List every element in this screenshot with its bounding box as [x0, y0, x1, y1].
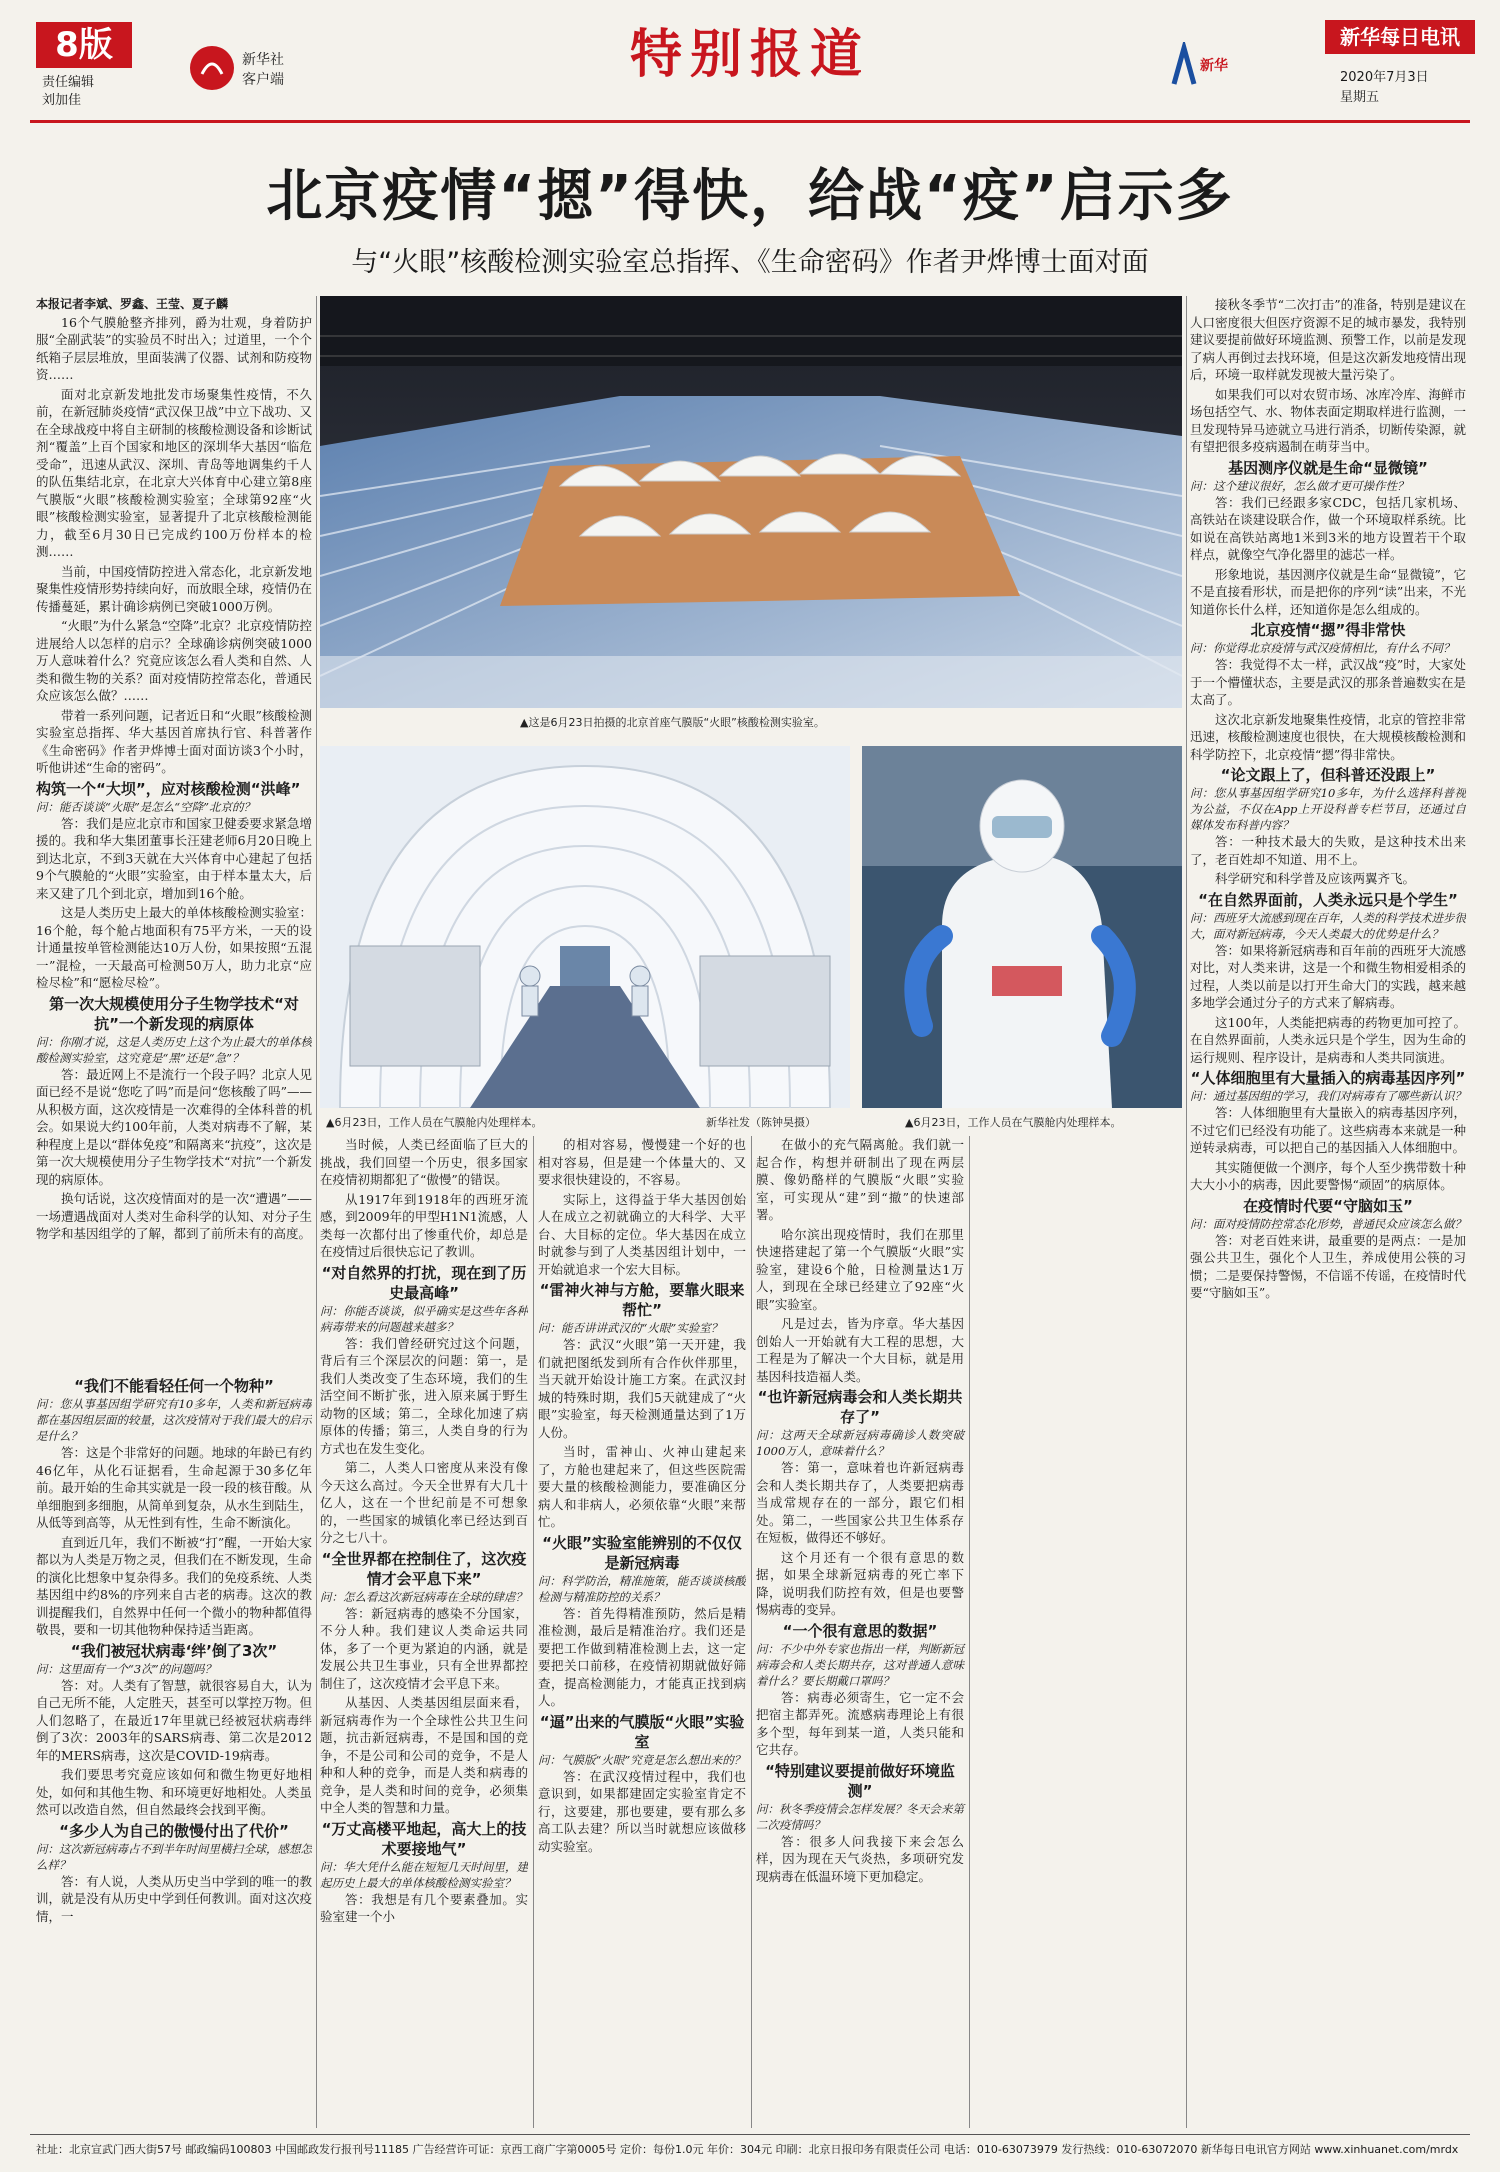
photo-caption: ▲这是6月23日拍摄的北京首座气膜版“火眼”核酸检测实验室。	[520, 716, 825, 729]
paragraph: 直到近几年，我们不断被“打”醒，一开始大家都以为人类是万物之灵，但我们在不断发现，生命的演化比想象中复杂得多。我们的免疫系统、人类基因组中约8%的序列来自古老的病毒。这次的教训提醒我们，自然界中任何一个微小的物种都值得敬畏，要和一切其他物种保持适当距离。	[36, 1534, 312, 1637]
subhead: “万丈高楼平地起，高大上的技术要接地气”	[321, 1819, 527, 1858]
column-rule	[533, 1136, 534, 2128]
section-title: 特别报道	[629, 24, 870, 85]
subhead: 构筑一个“大坝”，应对核酸检测“洪峰”	[36, 779, 301, 798]
paragraph: 带着一系列问题，记者近日和“火眼”核酸检测实验室总指挥、华大基因首席执行官、科普著作《生命密码》作者尹烨博士面对面访谈3个小时，听他讲述“生命的密码”。	[36, 707, 312, 775]
question: 问：这里面有一个“3次”的问题吗？	[36, 1661, 217, 1676]
paragraph: 哈尔滨出现疫情时，我们在那里快速搭建起了第一个气膜版“火眼”实验室，建设6个舱，日检测量达1万人，到现在全球已经建立了92座“火眼”实验室。	[756, 1226, 964, 1312]
question: 问：华大凭什么能在短短几天时间里，建起历史上最大的单体核酸检测实验室？	[320, 1859, 528, 1890]
subhead: “我们被冠状病毒‘绊’倒了3次”	[70, 1641, 278, 1660]
paragraph: 第二，人类人口密度从来没有像今天这么高过。今天全世界有大几十亿人，这在一个世纪前是不可想象的，一些国家的城镇化率已经达到百分之七八十。	[320, 1460, 528, 1545]
question: 问：气膜版“火眼”究竟是怎么想出来的？	[538, 1752, 746, 1767]
paragraph: 答：我想是有几个要素叠加。实验室建一个小	[320, 1891, 528, 1924]
question: 问：这两天全球新冠病毒确诊人数突破1000万人，意味着什么？	[756, 1428, 964, 1458]
subhead: “对自然界的打扰，现在到了历史最高峰”	[321, 1263, 527, 1302]
paragraph: 答：很多人问我接下来会怎么样，因为现在天气炎热，多项研究发现病毒在低温环境下更加稳定。	[756, 1833, 964, 1884]
photo-credit: 新华社发（陈钟昊摄）	[706, 1116, 816, 1129]
paragraph: 答：对老百姓来讲，最重要的是两点：一是加强公共卫生，强化个人卫生，养成使用公筷的习惯；二是要保持警惕，不信谣不传谣，在疫情时代要“守脑如玉”。	[1190, 1232, 1466, 1300]
paragraph: 当时候，人类已经面临了巨大的挑战，我们回望一个历史，很多国家在疫情初期都犯了“傲慢”的错误。	[320, 1137, 528, 1187]
column-6	[1190, 296, 1466, 2128]
paragraph: 答：新冠病毒的感染不分国家，不分人种。我们建议人类命运共同体，多了一个更为紧迫的内涵，就是发展公共卫生事业，只有全世界都控制住了，这次疫情才会平息下来。	[320, 1605, 528, 1691]
paragraph: 16个气膜舱整齐排列，爵为壮观，身着防护服“全副武装”的实验员不时出入；过道里，一个个纸箱子层层堆放，里面装满了仪器、试剂和防疫物资……	[36, 314, 312, 382]
subhead: “逼”出来的气膜版“火眼”实验室	[539, 1712, 745, 1751]
question: 问：你刚才说，这是人类历史上这个为止最大的单体核酸检测实验室，这究竟是“黑”还是“急”？	[36, 1034, 312, 1065]
paragraph: 换句话说，这次疫情面对的是一次“遭遇”——一场遭遇战面对人类对生命科学的认知、对分子生物学和基因组学的了解，都到了前所未有的高度。	[36, 1191, 312, 1241]
subhead: “多少人为自己的傲慢付出了代价”	[59, 1821, 289, 1840]
paragraph: 凡是过去，皆为序章。华大基因创始人一开始就有大工程的思想，大工程是为了解决一个大目标，就是用基因科技造福人类。	[756, 1316, 964, 1384]
paragraph: 答：对。人类有了智慧，就很容易自大，认为自己无所不能，人定胜天，甚至可以掌控万物。但人们忽略了，在最近17年里就已经被冠状病毒绊倒了3次：2003年的SARS病毒、第二次是2012年的MERS病毒，这次是COVID-19病毒。	[36, 1677, 312, 1763]
column-3	[320, 1136, 528, 2128]
subhead: “在自然界面前，人类永远只是个学生”	[1198, 890, 1458, 909]
paragraph: 这次北京新发地聚集性疫情，北京的管控非常迅速，核酸检测速度也很快，在大规模核酸检测和科学防控下，北京疫情“摁”得非常快。	[1190, 711, 1466, 762]
column-rule	[316, 296, 317, 2128]
news-logo-icon	[1170, 42, 1240, 90]
column-4	[538, 1136, 746, 2128]
paragraph: 答：如果将新冠病毒和百年前的西班牙大流感对比，对人类来讲，这是一个和微生物相爱相杀的过程，人类以前是以打开生命大门的实践，越来越多地学会通过分子的方式来了解病毒。	[1190, 942, 1466, 1010]
question: 问：西班牙大流感到现在百年，人类的科学技术进步很大，面对新冠病毒，今天人类最大的优势是什么？	[1190, 910, 1466, 941]
paragraph: 答：这是个非常好的问题。地球的年龄已有约46亿年，从化石证据看，生命起源于30多亿年前。最开始的生命其实就是一段一段的核苷酸。从单细胞到多细胞，从简单到复杂，从水生到陆生，从低等到高等，从无性到有性，生命不断演化。	[36, 1445, 312, 1530]
question: 问：你能否谈谈，似乎确实是这些年各种病毒带来的问题越来越多？	[320, 1303, 528, 1334]
paragraph: 当前，中国疫情防控进入常态化，北京新发地聚集性疫情形势持续向好，而放眼全球，疫情仍在传播蔓延，累计确诊病例已突破1000万例。	[36, 563, 312, 614]
column-1	[36, 296, 312, 1366]
paragraph: 答：第一，意味着也许新冠病毒会和人类长期共存了，人类要把病毒当成常规存在的一部分，跟它们相处。第二，一些国家公共卫生体系存在短板，做得还不够好。	[756, 1460, 964, 1545]
column-rule	[1186, 296, 1187, 2128]
photo-caption: ▲6月23日，工作人员在气膜舱内处理样本。	[326, 1116, 543, 1129]
paragraph: 形象地说，基因测序仪就是生命“显微镜”，它不是直接看形状，而是把你的序列“读”出来，不光知道你长什么样，还知道你是怎么组成的。	[1190, 566, 1466, 617]
paragraph: 我们要思考究竟应该如何和微生物更好地相处，如何和其他生物、和环境更好地相处。人类虽然可以改造自然，但自然最终会找到平衡。	[36, 1767, 312, 1817]
subhead: “全世界都在控制住了，这次疫情才会平息下来”	[321, 1549, 527, 1588]
paragraph: 答：一种技术最大的失败，是这种技术出来了，老百姓却不知道、用不上。	[1190, 834, 1466, 867]
footer-info: 社址：北京宣武门西大街57号 邮政编码100803 中国邮政发行报刊号11185 广告经营许可证：京西工商广字第0005号 定价：每份1.0元 年价：304元 印刷：北京日报印务有限责任公司 电话：010-63073979 发行热线：010-63072070 新华每日电讯官方网站 www.xinhuanet.com/mrdx	[36, 2143, 1459, 2156]
paragraph: 当时，雷神山、火神山建起来了，方舱也建起来了，但这些医院需要大量的核酸检测能力，要准确区分病人和非病人，必须依靠“火眼”来帮忙。	[538, 1444, 746, 1529]
column-rule	[969, 1136, 970, 2128]
question: 问：这次新冠病毒占不到半年时间里横扫全球，感想怎么样？	[36, 1841, 312, 1872]
question: 问：能否谈谈“火眼”是怎么“空降”北京的？	[36, 799, 256, 814]
paragraph: 其实随便做一个测序，每个人至少携带数十种大大小小的病毒，因此要警惕“顽固”的病原体。	[1190, 1159, 1466, 1192]
logo-right-text: 新华	[1200, 57, 1228, 73]
paragraph: 答：我们是应北京市和国家卫健委要求紧急增援的。我和华大集团董事长汪建老师6月20日晚上到达北京，不到3天就在大兴体育中心建起了包括9个气膜舱的“火眼”实验室，由于样本量太大，后来又建了几个到北京，增加到16个舱。	[36, 815, 312, 901]
paragraph: 接秋冬季节“二次打击”的准备，特别是建议在人口密度很大但医疗资源不足的城市暴发，我特别建议要提前做好环境监测、预警工作，以前是发现了病人再倒过去找环境，但是这次新发地疫情出现后，环境一取样就发现被大量污染了。	[1190, 297, 1466, 382]
subhead: 在疫情时代要“守脑如玉”	[1243, 1196, 1413, 1215]
subhead: “论文跟上了，但科普还没跟上”	[1220, 766, 1436, 784]
subhead: “人体细胞里有大量插入的病毒基因序列”	[1190, 1069, 1466, 1087]
subhead: 北京疫情“摁”得非常快	[1250, 621, 1406, 639]
subhead: “我们不能看轻任何一个物种”	[74, 1377, 274, 1395]
xinhua-app-logo-icon	[190, 46, 234, 90]
paragraph: 答：我们已经跟多家CDC，包括几家机场、高铁站在谈建设联合作，做一个环境取样系统。比如说在高铁站离地1米到3米的地方设置若干个取样点，就像空气净化器里的滤芯一样。	[1190, 494, 1466, 562]
question: 问：您从事基因组学研究有10多年，人类和新冠病毒都在基因组层面的较量，这次疫情对于我们最大的启示是什么？	[36, 1397, 312, 1443]
subhead: “一个很有意思的数据”	[782, 1621, 938, 1640]
question: 问：这个建议很好，怎么做才更可操作性？	[1190, 478, 1409, 493]
subhead: “特别建议要提前做好环境监测”	[765, 1761, 955, 1800]
paragraph: 这是人类历史上最大的单体核酸检测实验室：16个舱，每个舱占地面积有75平方米，一天的设计通量按单管检测能达10万人份，如果按照“五混一”混检，一天最高可检测50万人，助力北京“应检尽检”和“愿检尽检”。	[36, 905, 312, 990]
paragraph: 答：最近网上不是流行一个段子吗？北京人见面已经不是说“您吃了吗”而是问“您核酸了吗”——从积极方面，这次疫情是一次难得的全体科普的机会。如果说大约100年前，人类对病毒不了解，某种程度上是以“群体免疫”和隔离来“抗疫”，这次是第一次大规模使用分子生物学技术“对抗”一个新发现的病原体。	[36, 1066, 312, 1187]
question: 问：能否讲讲武汉的“火眼”实验室？	[538, 1321, 723, 1335]
xinhua-app-label	[242, 50, 284, 90]
paragraph: 答：武汉“火眼”第一天开建，我们就把图纸发到所有合作伙伴那里，当天就开始设计施工方案。在武汉封城的特殊时期，我们5天就建成了“火眼”实验室，每天检测通量达到了1万人份。	[538, 1337, 746, 1440]
header-divider	[30, 120, 1470, 123]
paragraph: 这个月还有一个很有意思的数据，如果全球新冠病毒的死亡率下降，说明我们防控有效，但是也要警惕病毒的变异。	[756, 1549, 964, 1617]
paragraph: 实际上，这得益于华大基因创始人在成立之初就确立的大科学、大平台、大目标的定位。华大基因在成立时就参与到了人类基因组计划中，一开始就追求一个宏大目标。	[538, 1191, 746, 1277]
paragraph: 在做小的充气隔离舱。我们就一起合作，构想并研制出了现在两层膜、像奶酪样的气膜版“火眼”实验室，可实现从“建”到“撤”的快速部署。	[756, 1137, 964, 1222]
app-sub: 客户端	[242, 72, 284, 88]
issue-date	[1340, 68, 1429, 108]
footer-divider	[30, 2134, 1470, 2135]
subhead: 第一次大规模使用分子生物学技术“对抗”一个新发现的病原体	[49, 994, 299, 1033]
app-name: 新华社	[242, 52, 284, 68]
date-text: 2020年7月3日	[1340, 70, 1429, 85]
paragraph: 从1917年到1918年的西班牙流感，到2009年的甲型H1N1流感，人类每一次都付出了惨重代价，却总是在疫情过后很快忘记了教训。	[320, 1191, 528, 1259]
photo-arena-lab	[320, 296, 1182, 708]
column-2	[36, 1376, 312, 2128]
question: 问：秋冬季疫情会怎样发展？冬天会来第二次疫情吗？	[756, 1801, 964, 1832]
subhead: “火眼”实验室能辨别的不仅仅是新冠病毒	[542, 1533, 742, 1572]
question: 问：科学防治，精准施策，能否谈谈核酸检测与精准防控的关系？	[538, 1573, 746, 1604]
subhead: 基因测序仪就是生命“显微镜”	[1228, 458, 1428, 477]
paragraph: 答：有人说，人类从历史当中学到的唯一的教训，就是没有从历史中学到任何教训。面对这次疫情，一	[36, 1873, 312, 1924]
photo-lab-worker	[862, 746, 1182, 1108]
paragraph: 答：我觉得不太一样，武汉战“疫”时，大家处于一个懵懂状态，主要是武汉的那条普遍数实在是太高了。	[1190, 657, 1466, 707]
headline: 北京疫情“摁”得快，给战“疫”启示多	[266, 164, 1234, 229]
page-number-badge: 8版	[36, 22, 132, 68]
editor-title: 责任编辑	[42, 75, 95, 90]
question: 问：通过基因组的学习，我们对病毒有了哪些新认识？	[1190, 1089, 1466, 1103]
question: 问：你觉得北京疫情与武汉疫情相比，有什么不同？	[1190, 641, 1455, 655]
column-5-left	[756, 1136, 964, 1887]
photo-caption: ▲6月23日，工作人员在气膜舱内处理样本。	[905, 1116, 1122, 1129]
paragraph: 科学研究和科学普及应该两翼齐飞。	[1215, 871, 1416, 886]
subheadline: 与“火眼”核酸检测实验室总指挥、《生命密码》作者尹烨博士面对面	[351, 247, 1149, 278]
photo-lab-tunnel	[320, 746, 850, 1108]
paragraph: 如果我们可以对农贸市场、冰库冷库、海鲜市场包括空气、水、物体表面定期取样进行监测，一旦发现特异马迹就立马进行消杀，切断传染源，就有望把很多疫病遏制在萌芽当中。	[1190, 386, 1466, 454]
editor-credit	[42, 74, 94, 110]
byline: 本报记者李斌、罗鑫、王莹、夏子麟	[36, 297, 229, 311]
brand-banner: 新华每日电讯	[1325, 20, 1475, 54]
paragraph: 答：人体细胞里有大量嵌入的病毒基因序列，不过它们已经没有功能了。这些病毒本来就是一种逆转录病毒，可以把自己的基因插入人体细胞中。	[1190, 1105, 1466, 1155]
question: 问：您从事基因组学研究10多年，为什么选择科普视为公益，不仅在App上开设科普专栏节目，还通过自媒体发布科普内容？	[1190, 786, 1466, 832]
column-rule	[751, 1136, 752, 2128]
page-header	[0, 0, 1500, 128]
subhead: “也许新冠病毒会和人类长期共存了”	[757, 1388, 963, 1426]
weekday-text: 星期五	[1340, 90, 1380, 105]
paragraph: 答：在武汉疫情过程中，我们也意识到，如果都建固定实验室肯定不行，这要建，那也要建，要有那么多高工队去建？所以当时就想应该做移动实验室。	[538, 1768, 746, 1854]
paragraph: 答：病毒必须寄生，它一定不会把宿主都弄死。流感病毒理论上有很多个型，每年到某一道，人类只能和它共存。	[756, 1689, 964, 1757]
paragraph: 从基因、人类基因组层面来看，新冠病毒作为一个全球性公共卫生问题，抗击新冠病毒，不是国和国的竞争，不是公司和公司的竞争，不是人种和人种的竞争，而是人类和病毒的竞争，是人类和时间的竞争，必须集中全人类的智慧和力量。	[320, 1695, 528, 1815]
question: 问：不少中外专家也指出一样，判断新冠病毒会和人类长期共存，这对普通人意味着什么？要长期戴口罩吗？	[756, 1641, 964, 1688]
subhead: “雷神火神与方舱，要靠火眼来帮忙”	[539, 1281, 745, 1319]
question: 问：面对疫情防控常态化形势，普通民众应该怎么做？	[1190, 1216, 1466, 1231]
question: 问：怎么看这次新冠病毒在全球的肆虐？	[320, 1589, 527, 1604]
paragraph: 的相对容易，慢慢建一个好的也相对容易，但是建一个体量大的、又要求很快建设的，不容易。	[538, 1137, 746, 1187]
paragraph: 答：首先得精准预防，然后是精准检测，最后是精准治疗。我们还是要把工作做到精准检测上去，这一定要把关口前移，在疫情初期就做好筛查，提高检测能力，才能真正找到病人。	[538, 1605, 746, 1708]
paragraph: 这100年，人类能把病毒的药物更加可控了。在自然界面前，人类永远只是个学生，因为生命的运行规则、程序设计，是病毒和人类共同演进。	[1190, 1014, 1466, 1065]
paragraph: 答：我们曾经研究过这个问题，背后有三个深层次的问题：第一，是我们人类改变了生态环境，我们的生活空间不断扩张，进入原来属于野生动物的区域；第二，全球化加速了病原体的传播；第三，人类自身的行为方式也在发生变化。	[320, 1335, 528, 1456]
paragraph: 面对北京新发地批发市场聚集性疫情，不久前，在新冠肺炎疫情“武汉保卫战”中立下战功、又在全球战疫中将自主研制的核酸检测设备和诊断试剂“覆盖”上百个国家和地区的深圳华大基因“临危受命”，迅速从武汉、深圳、青岛等地调集约千人的队伍集结北京，在北京大兴体育中心建立第8座气膜版“火眼”核酸检测实验室；全球第92座“火眼”核酸检测实验室，显著提升了北京核酸检测能力，截至6月30日已完成约100万份样本的检测……	[36, 386, 312, 559]
paragraph: “火眼”为什么紧急“空降”北京？北京疫情防控进展给人以怎样的启示？全球确诊病例突破1000万人意味着什么？究竟应该怎么看人类和自然、人类和微生物的关系？面对疫情防控常态化，普通民众应该怎么做？……	[36, 618, 312, 703]
editor-name: 刘加佳	[42, 93, 82, 108]
